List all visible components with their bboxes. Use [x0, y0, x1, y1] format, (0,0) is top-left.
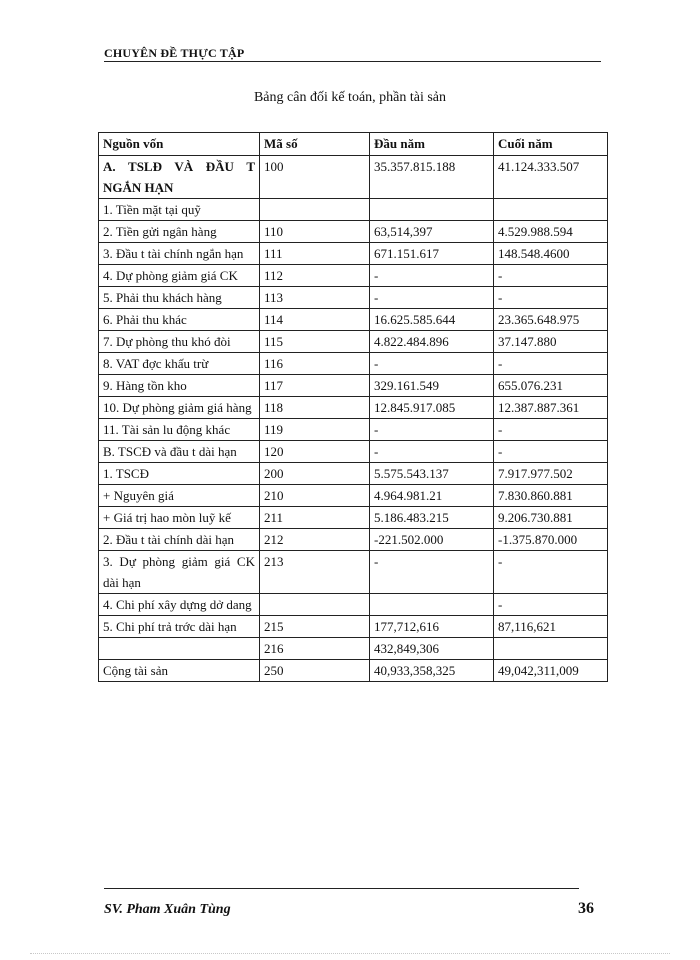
row-start-value-cell: - [370, 353, 494, 375]
row-start-value-cell: 5.186.483.215 [370, 507, 494, 529]
row-name-cell [99, 638, 260, 660]
row-end-value-cell: 148.548.4600 [494, 243, 608, 265]
table-row [99, 287, 608, 309]
row-start-value-cell [370, 199, 494, 221]
row-name-cell: 3. Đầu t tài chính ngắn hạn [99, 243, 260, 265]
row-name-cell: 6. Phải thu khác [99, 309, 260, 331]
column-header-start-of-year: Đầu năm [370, 133, 494, 156]
row-start-value-cell: 5.575.543.137 [370, 463, 494, 485]
row-end-value-cell: 655.076.231 [494, 375, 608, 397]
row-code-cell: 116 [260, 353, 370, 375]
row-name-cell: 8. VAT đợc khấu trừ [99, 353, 260, 375]
table-caption: Bảng cân đối kế toán, phần tài sản [253, 90, 447, 105]
row-end-value-cell: - [494, 265, 608, 287]
row-name-cell: 1. TSCĐ [99, 463, 260, 485]
row-end-value-cell: - [494, 287, 608, 309]
row-start-value-cell: - [370, 551, 494, 594]
row-start-value-cell: 63,514,397 [370, 221, 494, 243]
row-name-cell: 2. Đầu t tài chính dài hạn [99, 529, 260, 551]
row-code-cell [260, 199, 370, 221]
row-code-cell: 111 [260, 243, 370, 265]
row-name-cell: Cộng tài sản [99, 660, 260, 682]
row-code-cell: 100 [260, 156, 370, 199]
row-start-value-cell: -221.502.000 [370, 529, 494, 551]
table-row [99, 156, 608, 199]
row-start-value-cell: 177,712,616 [370, 616, 494, 638]
row-end-value-cell: 49,042,311,009 [494, 660, 608, 682]
row-name-cell: 5. Chi phí trả trớc dài hạn [99, 616, 260, 638]
table-row [99, 507, 608, 529]
row-code-cell: 216 [260, 638, 370, 660]
row-name-cell: + Giá trị hao mòn luỹ kế [99, 507, 260, 529]
row-code-cell: 119 [260, 419, 370, 441]
row-start-value-cell: - [370, 441, 494, 463]
row-code-cell: 117 [260, 375, 370, 397]
table-row [99, 551, 608, 594]
row-code-cell: 110 [260, 221, 370, 243]
row-start-value-cell: 4.964.981.21 [370, 485, 494, 507]
column-header-end-of-year: Cuối năm [494, 133, 608, 156]
table-row [99, 463, 608, 485]
row-code-cell: 112 [260, 265, 370, 287]
row-code-cell: 211 [260, 507, 370, 529]
row-start-value-cell [370, 594, 494, 616]
row-start-value-cell: 12.845.917.085 [370, 397, 494, 419]
row-end-value-cell: 7.830.860.881 [494, 485, 608, 507]
page-bottom-dotted-line [30, 953, 670, 954]
table-row [99, 375, 608, 397]
row-code-cell: 120 [260, 441, 370, 463]
row-code-cell: 200 [260, 463, 370, 485]
balance-sheet-table [98, 132, 608, 682]
row-end-value-cell: -1.375.870.000 [494, 529, 608, 551]
row-name-cell: + Nguyên giá [99, 485, 260, 507]
row-name-cell: B. TSCĐ và đầu t dài hạn [99, 441, 260, 463]
page-number: 36 [578, 900, 594, 917]
row-name-cell: 3. Dự phòng giảm giá CK dài hạn [99, 551, 260, 594]
table-row [99, 419, 608, 441]
row-end-value-cell: 23.365.648.975 [494, 309, 608, 331]
row-code-cell: 213 [260, 551, 370, 594]
footer-divider [104, 888, 579, 889]
row-name-cell: 7. Dự phòng thu khó đòi [99, 331, 260, 353]
row-code-cell: 113 [260, 287, 370, 309]
row-start-value-cell: - [370, 419, 494, 441]
row-end-value-cell: 37.147.880 [494, 331, 608, 353]
table-row [99, 243, 608, 265]
row-end-value-cell: - [494, 353, 608, 375]
row-end-value-cell: 4.529.988.594 [494, 221, 608, 243]
row-end-value-cell: - [494, 551, 608, 594]
table-row [99, 638, 608, 660]
row-code-cell: 115 [260, 331, 370, 353]
running-header-title: CHUYÊN ĐỀ THỰC TẬP [104, 46, 245, 60]
footer-author: SV. Pham Xuân Tùng [104, 902, 231, 917]
row-code-cell: 250 [260, 660, 370, 682]
table-row [99, 265, 608, 287]
row-end-value-cell: 87,116,621 [494, 616, 608, 638]
row-start-value-cell: 40,933,358,325 [370, 660, 494, 682]
row-end-value-cell: 7.917.977.502 [494, 463, 608, 485]
row-start-value-cell: 35.357.815.188 [370, 156, 494, 199]
row-name-cell: 4. Dự phòng giảm giá CK [99, 265, 260, 287]
row-start-value-cell: 16.625.585.644 [370, 309, 494, 331]
row-code-cell: 210 [260, 485, 370, 507]
row-start-value-cell: 4.822.484.896 [370, 331, 494, 353]
table-row [99, 221, 608, 243]
table-row [99, 331, 608, 353]
row-end-value-cell: 9.206.730.881 [494, 507, 608, 529]
row-start-value-cell: 329.161.549 [370, 375, 494, 397]
row-code-cell [260, 594, 370, 616]
table-header-row [99, 133, 608, 156]
row-end-value-cell: 12.387.887.361 [494, 397, 608, 419]
table-row [99, 441, 608, 463]
row-end-value-cell: - [494, 441, 608, 463]
table-row [99, 397, 608, 419]
row-name-cell: 1. Tiền mặt tại quỹ [99, 199, 260, 221]
row-start-value-cell: 671.151.617 [370, 243, 494, 265]
column-header-source: Nguồn vốn [99, 133, 260, 156]
table-row [99, 309, 608, 331]
table-row [99, 199, 608, 221]
column-header-code: Mã số [260, 133, 370, 156]
table-row [99, 353, 608, 375]
row-code-cell: 215 [260, 616, 370, 638]
row-name-cell: 4. Chi phí xây dựng dở dang [99, 594, 260, 616]
row-code-cell: 118 [260, 397, 370, 419]
row-start-value-cell: - [370, 287, 494, 309]
row-name-cell: A. TSLĐ VÀ ĐẦU T NGẮN HẠN [99, 156, 260, 199]
row-name-cell: 2. Tiền gửi ngân hàng [99, 221, 260, 243]
row-name-cell: 11. Tài sản lu động khác [99, 419, 260, 441]
table-row [99, 594, 608, 616]
row-name-cell: 5. Phải thu khách hàng [99, 287, 260, 309]
row-end-value-cell [494, 638, 608, 660]
row-code-cell: 114 [260, 309, 370, 331]
row-name-cell: 10. Dự phòng giảm giá hàng [99, 397, 260, 419]
row-name-cell: 9. Hàng tồn kho [99, 375, 260, 397]
table-row [99, 485, 608, 507]
row-start-value-cell: 432,849,306 [370, 638, 494, 660]
row-end-value-cell [494, 199, 608, 221]
table-row [99, 616, 608, 638]
row-end-value-cell: 41.124.333.507 [494, 156, 608, 199]
row-end-value-cell: - [494, 419, 608, 441]
table-row [99, 529, 608, 551]
row-end-value-cell: - [494, 594, 608, 616]
row-start-value-cell: - [370, 265, 494, 287]
row-code-cell: 212 [260, 529, 370, 551]
header-divider [104, 61, 601, 62]
table-row [99, 660, 608, 682]
